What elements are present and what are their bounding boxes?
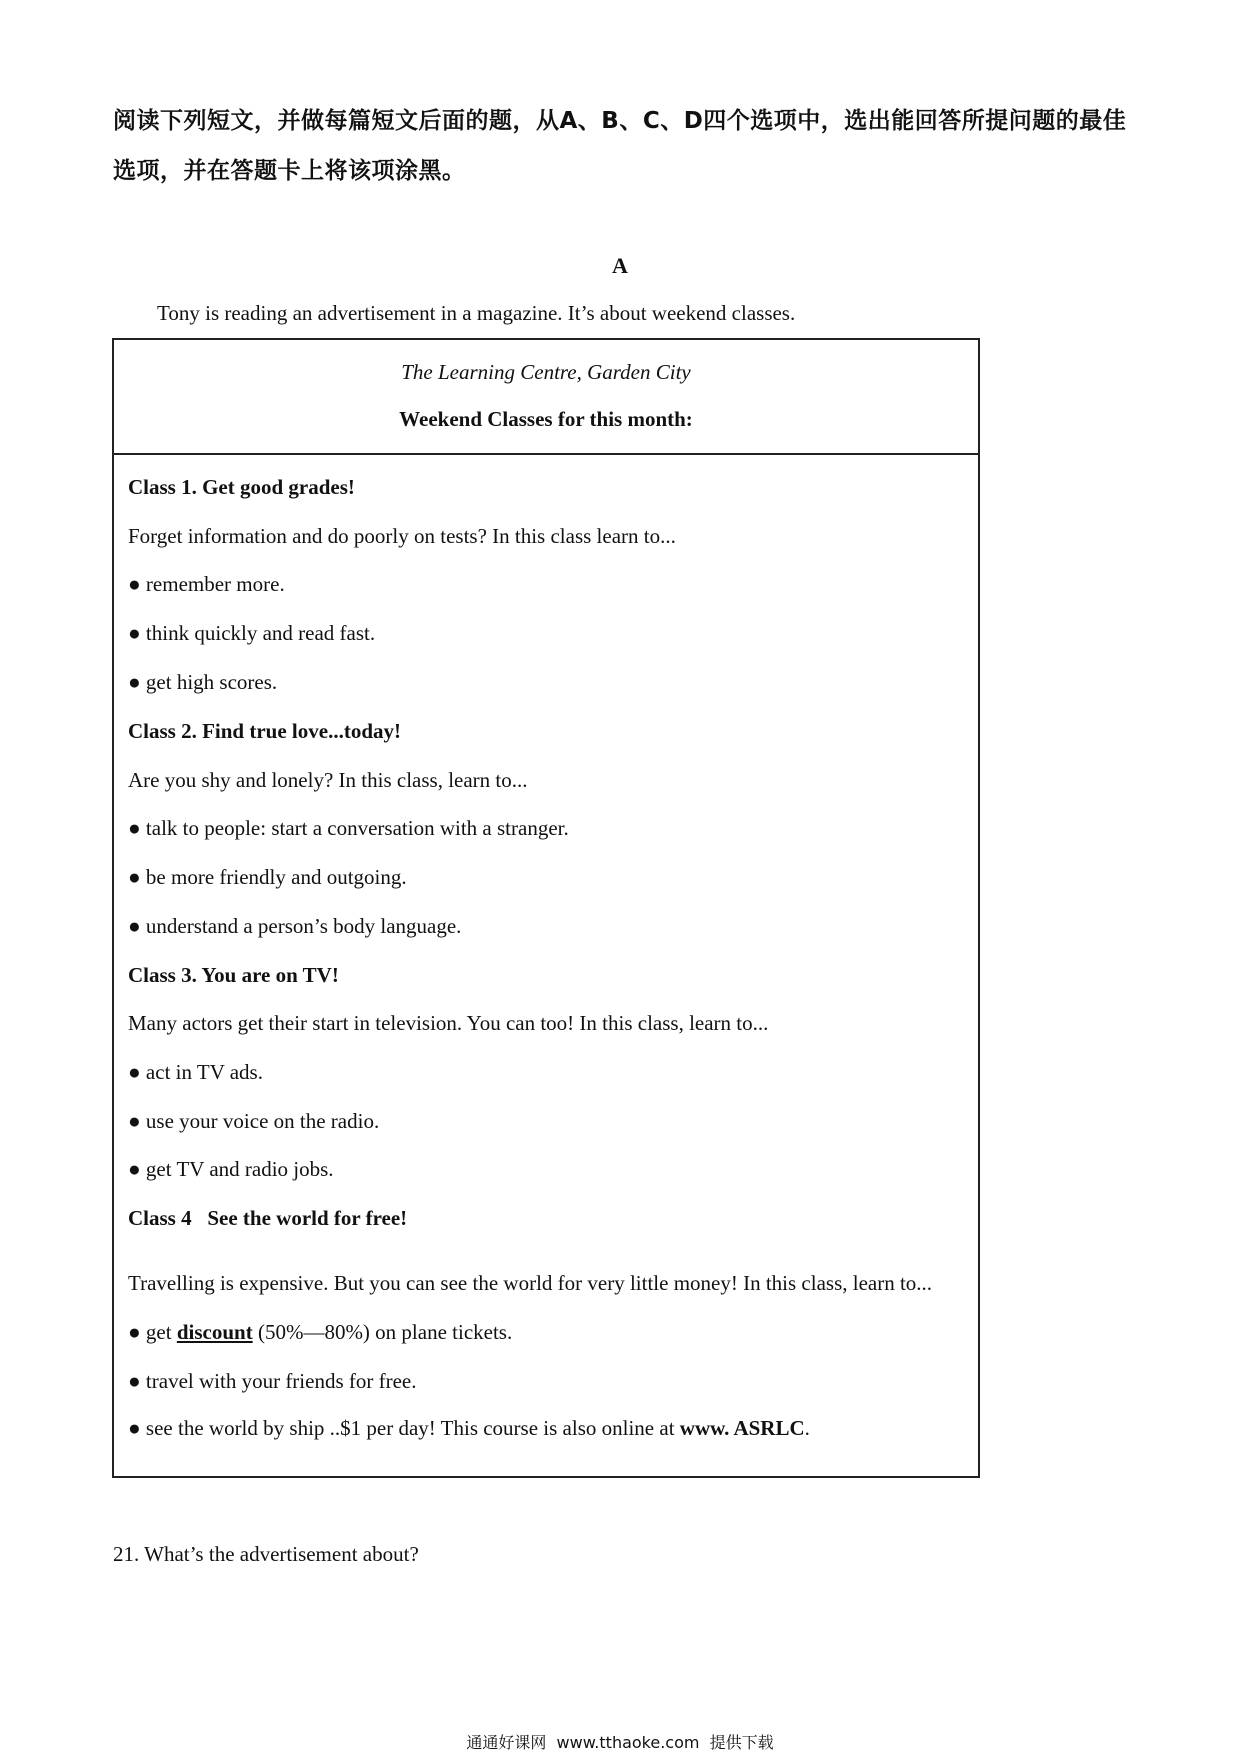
- class3-desc: Many actors get their start in television. You can too! In this class, learn to...: [128, 1011, 769, 1035]
- class3-bullet-3: ● get TV and radio jobs.: [128, 1157, 334, 1181]
- advertisement-box: [112, 338, 980, 1478]
- class3-title: Class 3. You are on TV!: [128, 963, 339, 987]
- intro-text: Tony is reading an advertisement in a magazine. It’s about weekend classes.: [157, 301, 796, 325]
- class3-bullet-1: ● act in TV ads.: [128, 1060, 263, 1084]
- class3-bullet-2: ● use your voice on the radio.: [128, 1109, 380, 1133]
- section-letter: A: [612, 253, 628, 278]
- instructions: 阅读下列短文，并做每篇短文后面的题，从A、B、C、D四个选项中，选出能回答所提问题的最佳选项，并在答题卡上将该项涂黑。: [113, 108, 1127, 184]
- class2-bullet-3: ● understand a person’s body language.: [128, 914, 462, 938]
- class2-bullet-2: ● be more friendly and outgoing.: [128, 865, 407, 889]
- class4-bullet-1-post: (50%—80%) on plane tickets.: [252, 1320, 513, 1344]
- website-link[interactable]: www. ASRLC: [679, 1416, 805, 1440]
- class4-bullet-3-post: .: [804, 1416, 810, 1440]
- discount-word: discount: [176, 1320, 253, 1344]
- class2-title: Class 2. Find true love...today!: [128, 719, 401, 743]
- class1-bullet-2: ● think quickly and read fast.: [128, 621, 376, 645]
- class2-desc: Are you shy and lonely? In this class, learn to...: [128, 768, 528, 792]
- class1-desc: Forget information and do poorly on tests? In this class learn to...: [128, 524, 676, 548]
- ad-venue: The Learning Centre, Garden City: [401, 360, 691, 384]
- class2-bullet-1: ● talk to people: start a conversation with a stranger.: [128, 816, 569, 840]
- class4-bullet-3-pre: ● see the world by ship ..$1 per day! This course is also online at: [128, 1416, 680, 1440]
- class1-title: Class 1. Get good grades!: [128, 475, 355, 499]
- question-21: 21. What’s the advertisement about?: [113, 1542, 419, 1566]
- class4-bullet-1: [128, 1320, 512, 1345]
- ad-subtitle: Weekend Classes for this month:: [399, 407, 693, 431]
- class1-bullet-1: ● remember more.: [128, 572, 285, 596]
- ad-header: [114, 340, 978, 455]
- class4-bullet-2: ● travel with your friends for free.: [128, 1369, 417, 1393]
- page-footer: 通通好课网 www.tthaoke.com 提供下载: [466, 1733, 774, 1752]
- class4-bullet-3: [128, 1416, 810, 1441]
- class4-desc: Travelling is expensive. But you can see the world for very little money! In this class, learn to...: [128, 1271, 933, 1295]
- class1-bullet-3: ● get high scores.: [128, 670, 278, 694]
- class4-bullet-1-pre: ● get: [128, 1320, 177, 1344]
- class4-title: Class 4 See the world for free!: [128, 1206, 408, 1230]
